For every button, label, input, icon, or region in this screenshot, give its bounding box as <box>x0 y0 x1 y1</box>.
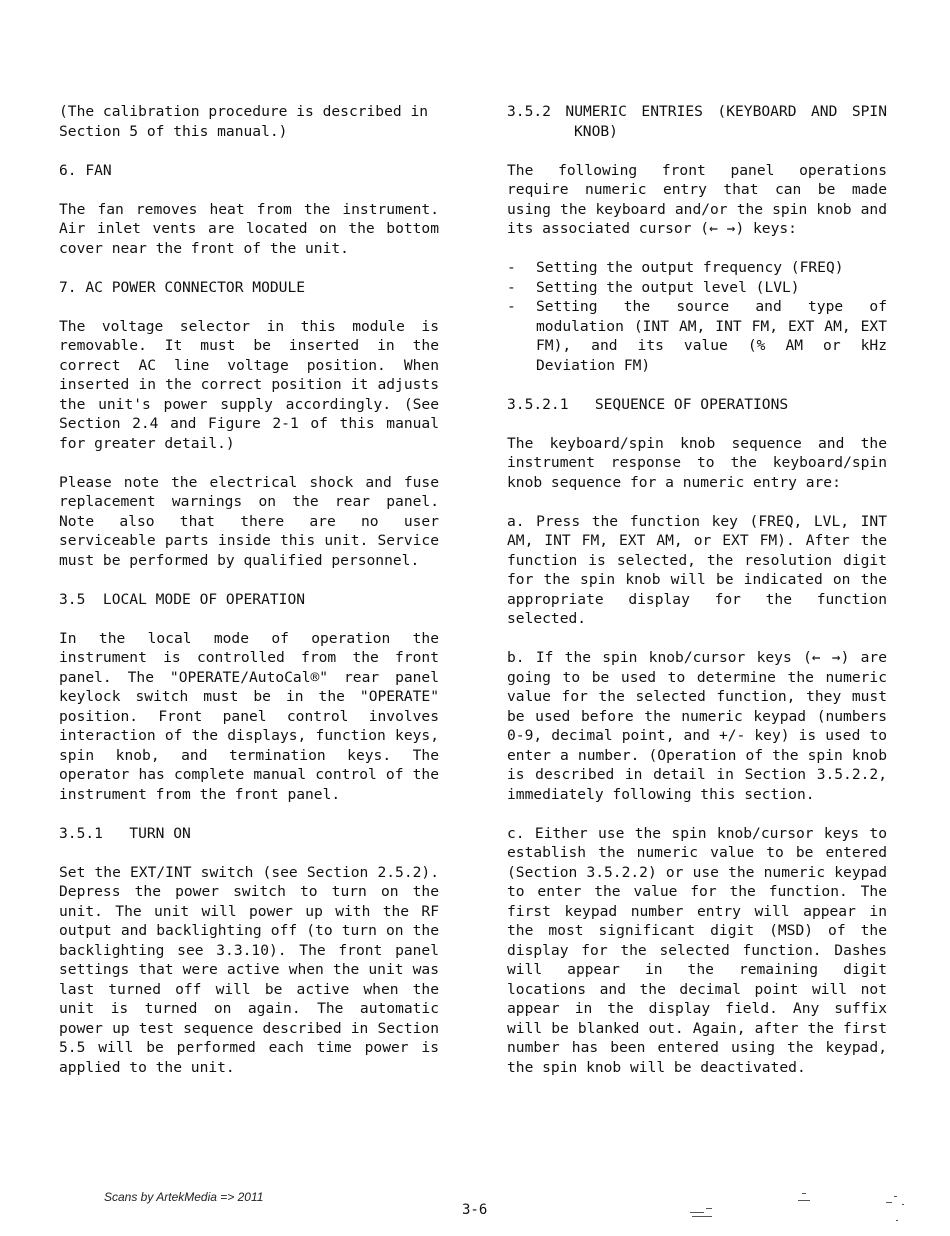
heading-sequence-of-operations: 3.5.2.1 SEQUENCE OF OPERATIONS <box>507 395 789 413</box>
operations-list <box>507 258 887 375</box>
turn-on-paragraph: Set the EXT/INT switch (see Section 2.5.2). Depress the power switch to turn on the unit. The unit will power up with the RF output and backlighting off (to turn on the backlighting see 3.3.10). The front panel settings that were active when the unit was last turned off will be active when the unit is turned on again. The automatic power up test sequence described in Section 5.5 will be performed each time power is applied to the unit. <box>59 863 439 1076</box>
list-item: - Setting the output frequency (FREQ) <box>507 259 844 276</box>
warnings-paragraph: Please note the electrical shock and fuse replacement warnings on the rear panel. Note also that there are no user serviceable parts inside this unit. Service must be performed by qualified personnel. <box>59 473 439 569</box>
left-column <box>59 102 439 1097</box>
page-number: 3-6 <box>462 1202 488 1218</box>
list-item: - Setting the source and type of modulation (INT AM, INT FM, EXT AM, EXT FM), and its value (% AM or kHz Deviation FM) <box>507 298 887 374</box>
step-b-paragraph: b. If the spin knob/cursor keys (← →) are going to be used to determine the numeric value for the selected function, they must be used before the numeric keypad (numbers 0-9, decimal point, and +/- key) is used to enter a number. (Operation of the spin knob is described in detail in Section 3.5.2.2, immediately following this section. <box>507 649 887 803</box>
heading-local-mode: 3.5 LOCAL MODE OF OPERATION <box>59 590 306 608</box>
scan-credit: Scans by ArtekMedia => 2011 <box>104 1190 264 1204</box>
local-mode-paragraph: In the local mode of operation the instrument is controlled from the front panel. The "OPERATE/AutoCal®" rear panel keylock switch must be in the "OPERATE" position. Front panel control involves interaction of the displays, function keys, spin knob, and termination keys. The operator has complete manual control of the instrument from the front panel. <box>59 629 439 803</box>
fan-paragraph: The fan removes heat from the instrument. Air inlet vents are located on the bottom cover near the front of the unit. <box>59 200 439 257</box>
right-column <box>507 102 887 1097</box>
heading-ac-power-connector: 7. AC POWER CONNECTOR MODULE <box>59 278 306 296</box>
list-dash: - <box>507 278 516 296</box>
list-dash: - <box>507 298 516 315</box>
sequence-paragraph: The keyboard/spin knob sequence and the instrument response to the keyboard/spin knob sequence for a numeric entry are: <box>507 434 887 491</box>
ac-module-paragraph: The voltage selector in this module is removable. It must be inserted in the correct AC line voltage position. When inserted in the correct position it adjusts the unit's power supply accordingly. (See Section 2.4 and Figure 2-1 of this manual for greater detail.) <box>59 317 439 452</box>
heading-fan: 6. FAN <box>59 161 112 179</box>
list-item: - Setting the output level (LVL) <box>507 278 800 296</box>
heading-numeric-entries: 3.5.2 NUMERIC ENTRIES (KEYBOARD AND SPIN KNOB) <box>507 103 887 140</box>
step-a-paragraph: a. Press the function key (FREQ, LVL, INT AM, INT FM, EXT AM, or EXT FM). After the function is selected, the resolution digit for the spin knob will be indicated on the appropriate display for the function selected. <box>507 512 887 627</box>
calibration-note: (The calibration procedure is described in Section 5 of this manual.) <box>59 103 429 140</box>
step-c-paragraph: c. Either use the spin knob/cursor keys to establish the numeric value to be entered (Section 3.5.2.2) or use the numeric keypad to enter the value for the function. The first keypad number entry will appear in the most significant digit (MSD) of the display for the selected function. Dashes will appear in the remaining digit locations and the decimal point will not appear in the display field. Any suffix will be blanked out. Again, after the first number has been entered using the keypad, the spin knob will be deactivated. <box>507 824 887 1076</box>
heading-turn-on: 3.5.1 TURN ON <box>59 824 191 842</box>
list-dash: - <box>507 259 516 276</box>
scan-specks-decoration <box>690 1190 930 1230</box>
numeric-intro-paragraph: The following front panel operations require numeric entry that can be made using the keyboard and/or the spin knob and its associated cursor (← →) keys: <box>507 161 887 237</box>
